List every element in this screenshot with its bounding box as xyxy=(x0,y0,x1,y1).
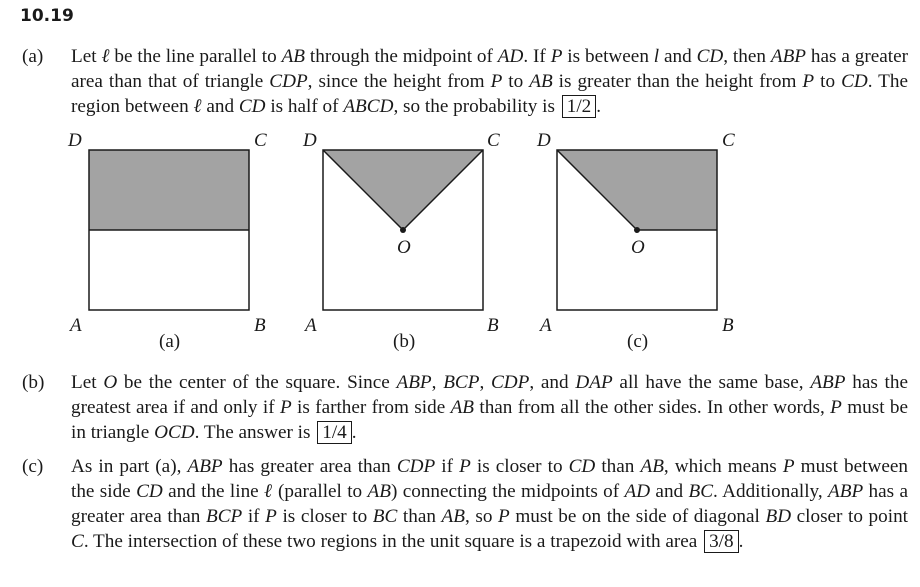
solution-part-b xyxy=(22,370,908,445)
figure-c-label-o: O xyxy=(631,237,645,258)
figure-a-label-d: D xyxy=(68,130,82,151)
figure-a-label-a: A xyxy=(70,315,82,336)
figure-c-label-a: A xyxy=(540,315,552,336)
figure-c-center-point xyxy=(634,227,640,233)
solution-part-c xyxy=(22,454,908,554)
figure-a-caption: (a) xyxy=(159,331,181,352)
figure-c xyxy=(536,130,735,352)
part-b-label: (b) xyxy=(22,372,45,393)
figure-a-label-b: B xyxy=(254,315,266,336)
problem-number: 10.19 xyxy=(20,6,74,26)
solution-part-a xyxy=(22,44,908,119)
figure-c-label-d: D xyxy=(537,130,551,151)
figure-a-shaded-region xyxy=(89,150,249,230)
part-a-answer-box: 1/2 xyxy=(562,95,597,118)
figure-b-shaded-triangle xyxy=(323,150,483,230)
figure-b-label-c: C xyxy=(487,130,500,151)
figure-b-label-b: B xyxy=(487,315,499,336)
figure-c-label-c: C xyxy=(722,130,735,151)
figures-svg xyxy=(0,128,920,358)
part-a-label: (a) xyxy=(22,46,44,67)
figure-c-caption: (c) xyxy=(627,331,649,352)
figure-a-label-c: C xyxy=(254,130,267,151)
figure-c-label-b: B xyxy=(722,315,734,336)
figure-b-label-o: O xyxy=(397,237,411,258)
figure-a xyxy=(67,130,267,352)
part-b-answer-box: 1/4 xyxy=(317,421,352,444)
figure-b-label-a: A xyxy=(305,315,317,336)
part-c-label: (c) xyxy=(22,456,44,477)
part-a-text: Let ℓ be the line parallel to AB through the midpoint of AD. If P is between l and CD, then ABP has a greater area than that of triangle CDP, since the height from P to AB is greater than the height from P to CD. The region between ℓ and CD is half of ABCD, so the probability is 1/2 . xyxy=(71,46,908,117)
figures-row xyxy=(0,128,920,358)
part-c-answer-box: 3/8 xyxy=(704,530,739,553)
figure-b-caption: (b) xyxy=(393,331,416,352)
figure-b xyxy=(302,130,500,352)
figure-b-center-point xyxy=(400,227,406,233)
figure-b-label-d: D xyxy=(303,130,317,151)
part-b-text: Let O be the center of the square. Since ABP, BCP, CDP, and DAP all have the same base, ABP has the greatest area if and only if P is farther from side AB than from all the other sides. In other words, P must be in triangle OCD. The answer is 1/4 . xyxy=(71,372,908,443)
figure-c-shaded-trapezoid xyxy=(557,150,717,230)
part-c-text: As in part (a), ABP has greater area than CDP if P is closer to CD than AB, which means P must between the side CD and the line ℓ (parallel to AB) connecting the midpoints of AD and BC. Additionally, ABP has a greater area than BCP if P is closer to BC than AB, so P must be on the side of diagonal BD closer to point C. The intersection of these two regions in the unit square is a trapezoid with area 3/8 . xyxy=(71,456,909,552)
